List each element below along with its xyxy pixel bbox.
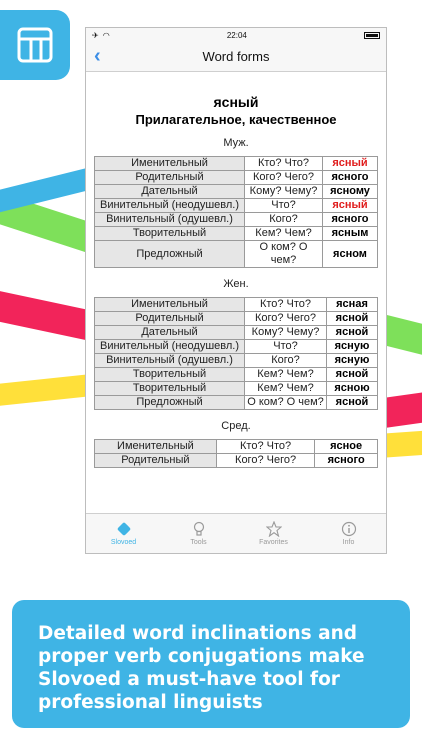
declension-table-feminine [94, 297, 378, 410]
table-row [95, 199, 378, 213]
question-cell: Кому? Чему? [245, 185, 323, 199]
tab-label: Slovoed [110, 539, 137, 546]
table-row [95, 312, 378, 326]
lightbulb-icon [191, 521, 207, 537]
form-cell: ясному [323, 185, 378, 199]
headword: ясный [213, 94, 259, 110]
promo-banner: Detailed word inclinations and proper verb conjugations make Slovoed a must-have tool for professional linguists [12, 600, 410, 728]
case-cell: Предложный [95, 241, 245, 268]
case-cell: Именительный [95, 157, 245, 171]
word-forms-content[interactable] [86, 72, 386, 514]
battery-icon [364, 32, 380, 39]
gender-label-masculine: Муж. [223, 137, 249, 149]
case-cell: Винительный (неодушевл.) [95, 340, 245, 354]
question-cell: Кому? Чему? [245, 326, 327, 340]
info-icon [341, 521, 357, 537]
tab-bar [86, 513, 386, 553]
table-row [95, 368, 378, 382]
form-cell: ясная [327, 298, 378, 312]
app-icon-badge [0, 10, 70, 80]
navigation-bar [86, 42, 386, 72]
status-left [92, 31, 110, 40]
table-row [95, 340, 378, 354]
table-row [95, 185, 378, 199]
question-cell: Кто? Что? [245, 298, 327, 312]
question-cell: Кто? Что? [216, 440, 314, 454]
form-cell: ясный [323, 157, 378, 171]
table-row [95, 440, 378, 454]
form-cell: ясного [315, 454, 378, 468]
case-cell: Творительный [95, 368, 245, 382]
question-cell: Кем? Чем? [245, 382, 327, 396]
form-cell: ясную [327, 354, 378, 368]
case-cell: Винительный (неодушевл.) [95, 199, 245, 213]
case-cell: Родительный [95, 171, 245, 185]
gender-label-neuter: Сред. [221, 420, 251, 432]
form-cell: ясною [327, 382, 378, 396]
question-cell: Кого? Чего? [216, 454, 314, 468]
gender-label-feminine: Жен. [223, 278, 249, 290]
case-cell: Предложный [95, 396, 245, 410]
form-cell: ясное [315, 440, 378, 454]
question-cell: Кого? Чего? [245, 171, 323, 185]
table-row [95, 213, 378, 227]
tab-label: Favorites [259, 539, 288, 546]
declension-table-neuter [94, 439, 378, 468]
tab-slovoed[interactable] [86, 514, 161, 553]
form-cell: ясного [323, 171, 378, 185]
wifi-icon: ◠ [102, 30, 110, 40]
case-cell: Именительный [95, 298, 245, 312]
form-cell: ясной [327, 326, 378, 340]
case-cell: Творительный [95, 227, 245, 241]
tab-label: Info [342, 539, 355, 546]
table-row [95, 396, 378, 410]
back-chevron-icon[interactable]: ‹ [94, 45, 101, 67]
table-icon [16, 26, 54, 64]
case-cell: Дательный [95, 185, 245, 199]
tab-favorites[interactable] [236, 514, 311, 553]
table-row [95, 171, 378, 185]
status-time: 22:04 [226, 30, 247, 40]
table-row [95, 382, 378, 396]
question-cell: Кем? Чем? [245, 368, 327, 382]
form-cell: ясный [323, 199, 378, 213]
form-cell: ясной [327, 312, 378, 326]
table-row [95, 157, 378, 171]
form-cell: ясном [323, 241, 378, 268]
form-cell: ясным [323, 227, 378, 241]
question-cell: О ком? О чем? [245, 241, 323, 268]
table-row [95, 298, 378, 312]
question-cell: Что? [245, 340, 327, 354]
form-cell: ясной [327, 396, 378, 410]
form-cell: ясную [327, 340, 378, 354]
table-row [95, 354, 378, 368]
question-cell: Кто? Что? [245, 157, 323, 171]
question-cell: О ком? О чем? [245, 396, 327, 410]
tab-label: Tools [190, 539, 207, 546]
status-bar [86, 28, 386, 42]
tab-info[interactable] [311, 514, 386, 553]
table-row [95, 227, 378, 241]
table-row [95, 241, 378, 268]
star-icon [266, 521, 282, 537]
declension-table-masculine [94, 156, 378, 268]
case-cell: Именительный [95, 440, 217, 454]
tab-tools[interactable] [161, 514, 236, 553]
case-cell: Родительный [95, 312, 245, 326]
form-cell: ясного [323, 213, 378, 227]
table-row [95, 326, 378, 340]
part-of-speech: Прилагательное, качественное [135, 112, 337, 127]
case-cell: Винительный (одушевл.) [95, 354, 245, 368]
case-cell: Дательный [95, 326, 245, 340]
question-cell: Кого? [245, 354, 327, 368]
form-cell: ясной [327, 368, 378, 382]
case-cell: Творительный [95, 382, 245, 396]
question-cell: Кого? Чего? [245, 312, 327, 326]
table-row [95, 454, 378, 468]
phone-screen [85, 27, 387, 554]
question-cell: Кого? [245, 213, 323, 227]
diamond-icon [116, 521, 132, 537]
case-cell: Винительный (одушевл.) [95, 213, 245, 227]
case-cell: Родительный [95, 454, 217, 468]
question-cell: Кем? Чем? [245, 227, 323, 241]
page-title: Word forms [202, 49, 270, 64]
question-cell: Что? [245, 199, 323, 213]
airplane-icon: ✈ [92, 30, 99, 40]
